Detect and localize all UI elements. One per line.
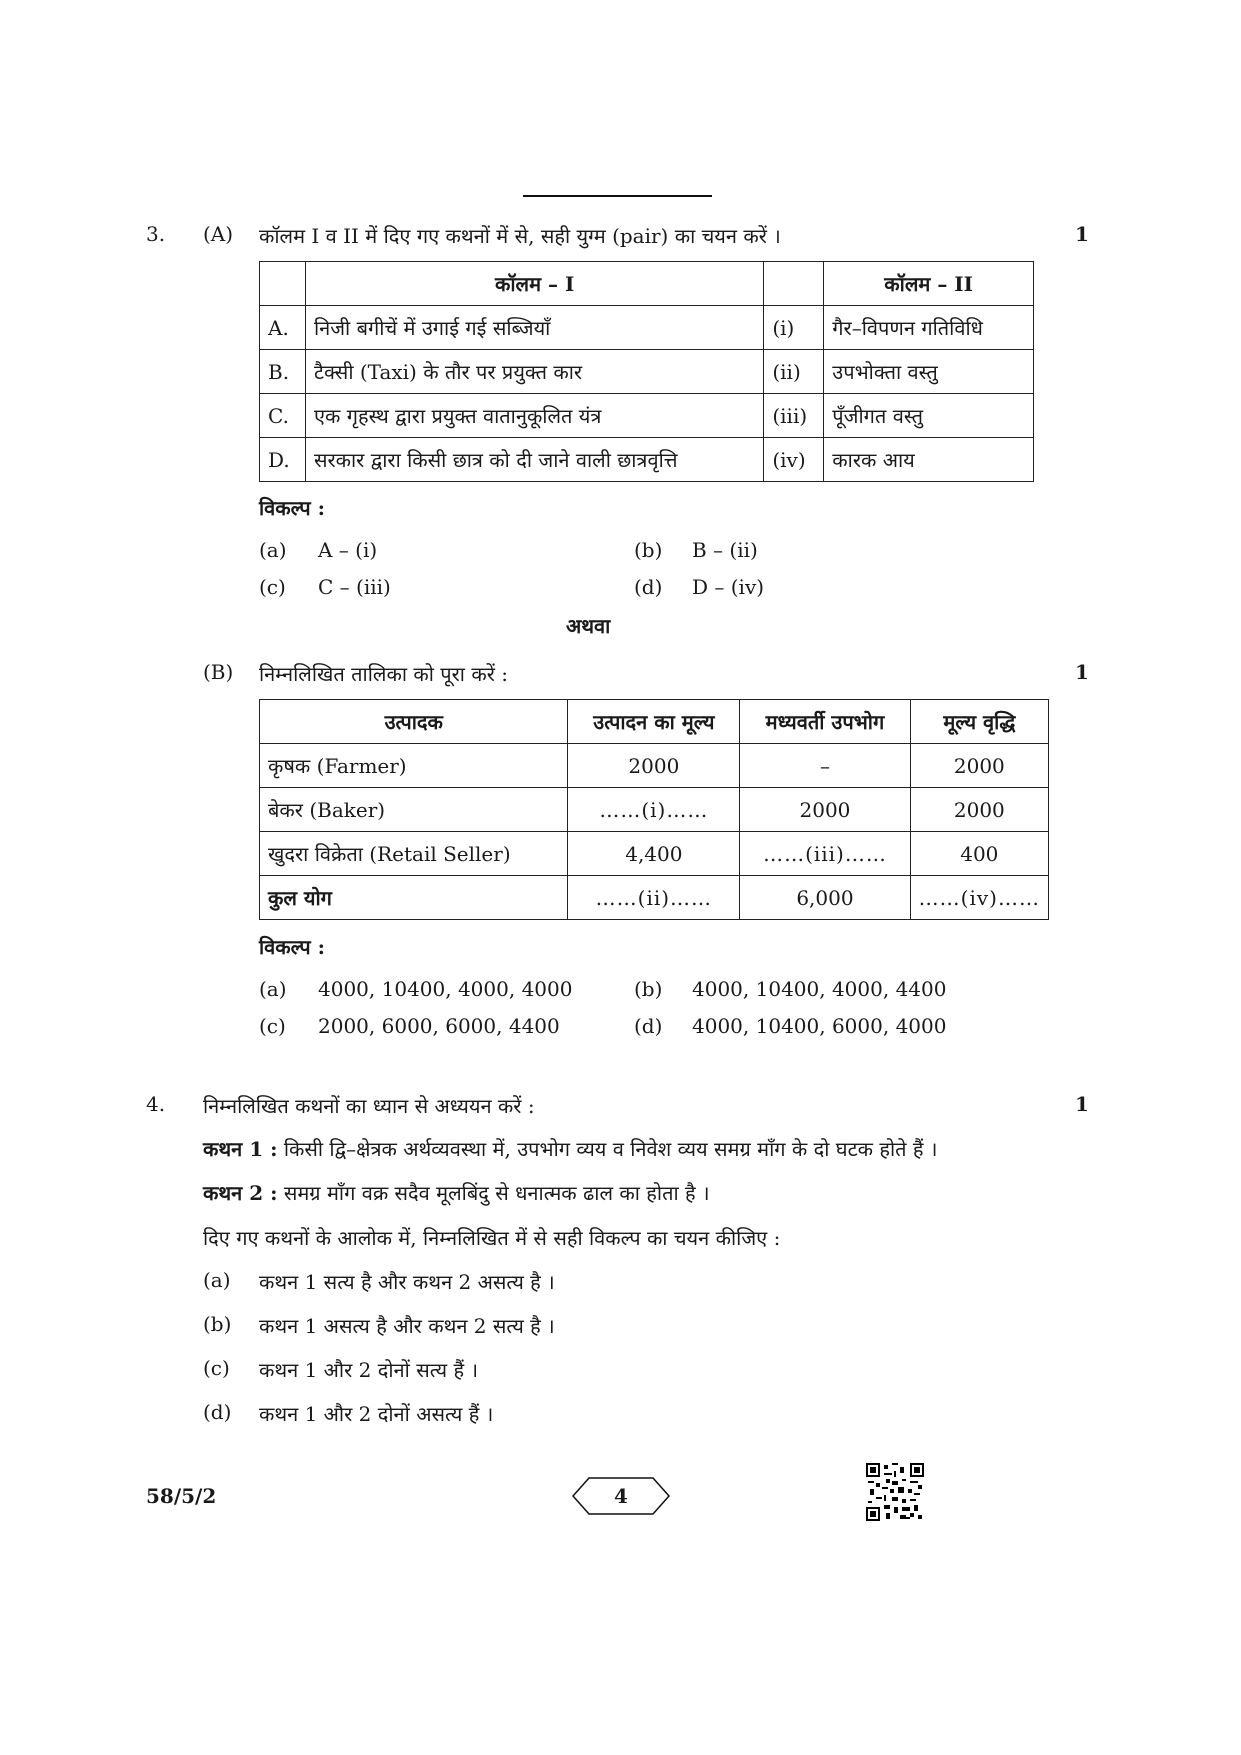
q3a-options-label: विकल्प :	[259, 496, 325, 520]
q3b-header-value-added: मूल्य वृद्धि	[910, 700, 1048, 744]
header-rule	[523, 195, 712, 197]
row-key: C.	[260, 394, 306, 438]
row-col1: एक गृहस्थ द्वारा प्रयुक्त वातानुकूलित यंत्र	[305, 394, 763, 438]
row-col1: टैक्सी (Taxi) के तौर पर प्रयुक्त कार	[305, 350, 763, 394]
q3a-option-d-label: (d)	[634, 575, 663, 599]
q3b-option-b-label: (b)	[634, 977, 663, 1001]
q3b-options-label: विकल्प :	[259, 935, 325, 959]
q4-option-a-text: कथन 1 सत्य है और कथन 2 असत्य है ।	[259, 1270, 555, 1294]
row-col2: कारक आय	[824, 438, 1034, 482]
table-row	[260, 832, 1049, 876]
q3b-text: निम्नलिखित तालिका को पूरा करें :	[259, 662, 508, 686]
table-row	[260, 350, 1034, 394]
q3b-option-c-text: 2000, 6000, 6000, 4400	[318, 1014, 560, 1038]
q4-option-c-label: (c)	[203, 1356, 230, 1380]
q3b-option-a-label: (a)	[259, 977, 287, 1001]
producer-cell: कृषक (Farmer)	[260, 744, 568, 788]
q4-text: निम्नलिखित कथनों का ध्यान से अध्ययन करें :	[203, 1094, 535, 1118]
q4-instruction: दिए गए कथनों के आलोक में, निम्नलिखित में से सही विकल्प का चयन कीजिए :	[203, 1226, 781, 1250]
q4-option-a-label: (a)	[203, 1268, 231, 1292]
q3a-marks: 1	[1075, 222, 1089, 246]
paper-code: 58/5/2	[146, 1484, 217, 1508]
q4-number: 4.	[146, 1092, 166, 1116]
value-cell: 2000	[910, 788, 1048, 832]
blank-cell: ……(iii)……	[740, 832, 910, 876]
statement2-label: कथन 2 :	[203, 1181, 278, 1205]
q3a-option-c-text: C – (iii)	[318, 575, 391, 599]
row-key: B.	[260, 350, 306, 394]
value-cell: 6,000	[740, 876, 910, 920]
q3a-header-col2: कॉलम – II	[824, 262, 1034, 306]
row-num: (i)	[764, 306, 824, 350]
table-row	[260, 394, 1034, 438]
q4-statement1	[203, 1135, 937, 1162]
page-number-badge	[571, 1476, 671, 1516]
table-row	[260, 788, 1049, 832]
q4-statement2	[203, 1179, 710, 1206]
q4-option-d-label: (d)	[203, 1400, 232, 1424]
q3a-option-c-label: (c)	[259, 575, 286, 599]
q3a-option-d-text: D – (iv)	[692, 575, 765, 599]
table-row	[260, 876, 1049, 920]
q3b-header-output: उत्पादन का मूल्य	[568, 700, 740, 744]
q3a-table	[259, 261, 1034, 482]
q4-marks: 1	[1075, 1092, 1089, 1116]
q3b-option-d-label: (d)	[634, 1014, 663, 1038]
row-num: (iii)	[764, 394, 824, 438]
q3a-header-col1: कॉलम – I	[305, 262, 763, 306]
row-col2: पूँजीगत वस्तु	[824, 394, 1034, 438]
q3b-option-d-text: 4000, 10400, 6000, 4000	[692, 1014, 947, 1038]
q3b-header-intermediate: मध्यवर्ती उपभोग	[740, 700, 910, 744]
value-cell: 4,400	[568, 832, 740, 876]
q3b-option-c-label: (c)	[259, 1014, 286, 1038]
q3a-option-a-text: A – (i)	[318, 538, 378, 562]
q3-number: 3.	[146, 222, 166, 246]
q3a-option-a-label: (a)	[259, 538, 287, 562]
row-key: D.	[260, 438, 306, 482]
row-col2: गैर–विपणन गतिविधि	[824, 306, 1034, 350]
statement2-text: समग्र माँग वक्र सदैव मूलबिंदु से धनात्मक ढाल का होता है ।	[277, 1181, 710, 1205]
value-cell: –	[740, 744, 910, 788]
blank-cell: ……(i)……	[568, 788, 740, 832]
q3b-option-a-text: 4000, 10400, 4000, 4000	[318, 977, 573, 1001]
producer-cell: बेकर (Baker)	[260, 788, 568, 832]
q3a-option-b-label: (b)	[634, 538, 663, 562]
q4-option-b-text: कथन 1 असत्य है और कथन 2 सत्य है ।	[259, 1314, 555, 1338]
row-col2: उपभोक्ता वस्तु	[824, 350, 1034, 394]
q3b-marks: 1	[1075, 660, 1089, 684]
q3b-option-b-text: 4000, 10400, 4000, 4400	[692, 977, 947, 1001]
statement1-text: किसी द्वि–क्षेत्रक अर्थव्यवस्था में, उपभोग व्यय व निवेश व्यय समग्र माँग के दो घटक होते हैं ।	[277, 1137, 938, 1161]
statement1-label: कथन 1 :	[203, 1137, 278, 1161]
q3a-label: (A)	[203, 222, 234, 246]
blank-cell: ……(ii)……	[568, 876, 740, 920]
or-text: अथवा	[566, 614, 611, 638]
row-col1: निजी बगीचें में उगाई गई सब्जियाँ	[305, 306, 763, 350]
qr-code-icon	[866, 1463, 924, 1521]
row-col1: सरकार द्वारा किसी छात्र को दी जाने वाली छात्रवृत्ति	[305, 438, 763, 482]
value-cell: 2000	[568, 744, 740, 788]
q4-option-c-text: कथन 1 और 2 दोनों सत्य हैं ।	[259, 1358, 479, 1382]
value-cell: 2000	[910, 744, 1048, 788]
q4-option-b-label: (b)	[203, 1312, 232, 1336]
q3a-option-b-text: B – (ii)	[692, 538, 758, 562]
q3b-table	[259, 699, 1049, 920]
page-number: 4	[614, 1484, 628, 1508]
value-cell: 2000	[740, 788, 910, 832]
blank-cell: ……(iv)……	[910, 876, 1048, 920]
value-cell: 400	[910, 832, 1048, 876]
q4-option-d-text: कथन 1 और 2 दोनों असत्य हैं ।	[259, 1402, 494, 1426]
q3b-header-producer: उत्पादक	[260, 700, 568, 744]
table-row	[260, 306, 1034, 350]
table-row	[260, 438, 1034, 482]
row-num: (iv)	[764, 438, 824, 482]
row-key: A.	[260, 306, 306, 350]
q3a-text: कॉलम I व II में दिए गए कथनों में से, सही युग्म (pair) का चयन करें ।	[259, 224, 781, 248]
q3b-label: (B)	[203, 660, 234, 684]
table-row	[260, 744, 1049, 788]
producer-cell: खुदरा विक्रेता (Retail Seller)	[260, 832, 568, 876]
total-label: कुल योग	[260, 876, 568, 920]
row-num: (ii)	[764, 350, 824, 394]
